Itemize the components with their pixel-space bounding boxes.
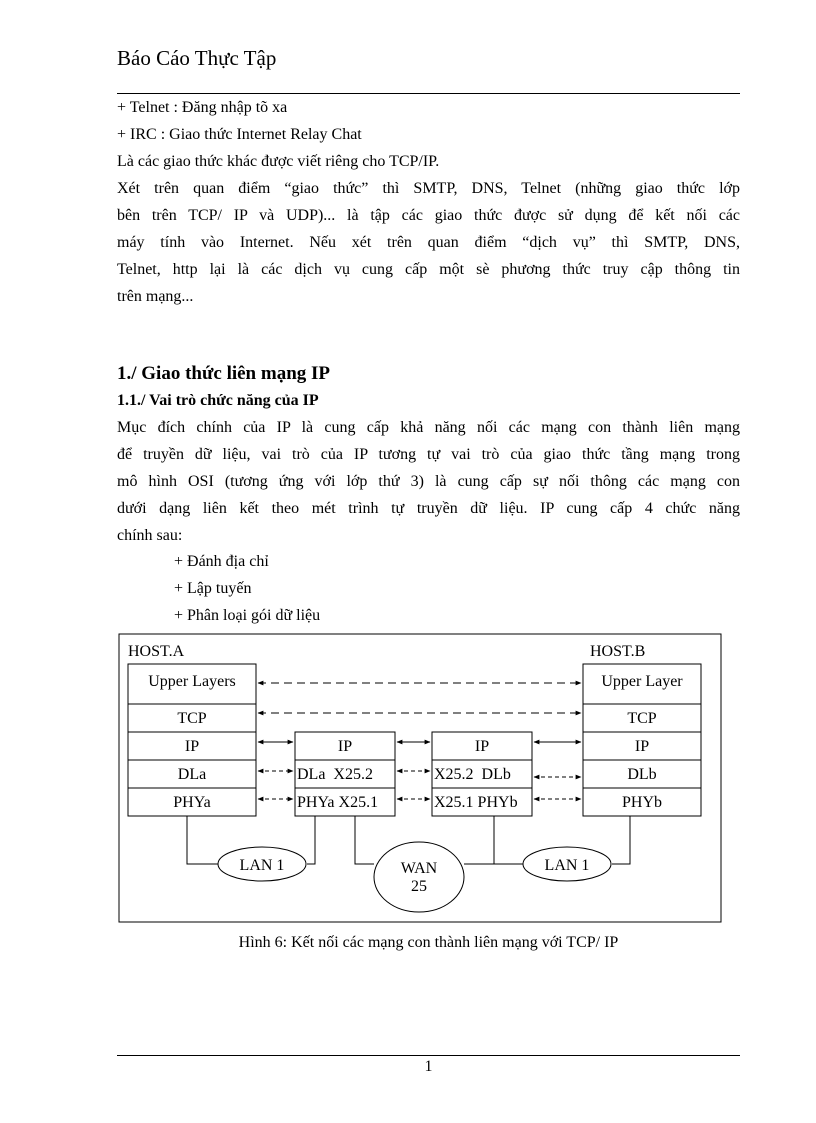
bullet-item: + Phân loại gói dữ liệu <box>174 607 321 624</box>
lan-right-label: LAN 1 <box>544 857 590 874</box>
text-line: + IRC : Giao thức Internet Relay Chat <box>117 126 362 143</box>
router1-dl-text: DLa X25.2 <box>297 766 373 783</box>
router2-phy-text: X25.1 PHYb <box>434 794 518 811</box>
host-a-dl-text: DLa <box>177 766 207 783</box>
subsection-heading: 1.1./ Vai trò chức năng của IP <box>117 392 319 409</box>
router2-ip-text: IP <box>474 738 490 755</box>
router2-dl-text: X25.2 DLb <box>434 766 511 783</box>
page-number: 1 <box>424 1058 433 1075</box>
wan-label-line1: WAN <box>400 860 438 877</box>
link-hostb-lan <box>612 816 630 864</box>
footer-rule <box>117 1055 740 1056</box>
link-router2-wan <box>464 816 494 864</box>
link-router1-wan <box>355 816 374 864</box>
text-line: Là các giao thức khác được viết riêng cho TCP/IP. <box>117 153 440 170</box>
bullet-item: + Đánh địa chỉ <box>174 553 269 570</box>
host-a-tcp-text: TCP <box>177 710 207 727</box>
bullet-item: + Lập tuyến <box>174 580 252 597</box>
host-b-dl-text: DLb <box>627 766 657 783</box>
paragraph-line: Mục đích chính của IP là cung cấp khả năng nối các mạng con thành liên mạng <box>117 419 740 436</box>
host-b-upper-text: Upper Layer <box>601 673 683 690</box>
paragraph-line: chính sau: <box>117 527 183 544</box>
section-heading: 1./ Giao thức liên mạng IP <box>117 363 331 384</box>
host-a-ip-text: IP <box>184 738 200 755</box>
figure-caption: Hình 6: Kết nối các mạng con thành liên mạng với TCP/ IP <box>238 934 619 951</box>
link-hosta-lan <box>187 816 218 864</box>
lan-left-label: LAN 1 <box>239 857 285 874</box>
router1-phy-text: PHYa X25.1 <box>297 794 379 811</box>
paragraph-line: mô hình OSI (tương ứng với lớp thứ 3) là cung cấp sự nối thông các mạng con <box>117 473 740 490</box>
text-line: bên trên TCP/ IP và UDP)... là tập các giao thức được sử dụng để kết nối các <box>117 207 740 224</box>
text-line: trên mạng... <box>117 288 194 305</box>
text-line: + Telnet : Đăng nhập tõ xa <box>117 99 288 116</box>
text-line: Xét trên quan điểm “giao thức” thì SMTP, DNS, Telnet (những giao thức lớp <box>117 180 740 197</box>
host-b-label: HOST.B <box>590 643 646 660</box>
paragraph-line: để truyền dữ liệu, vai trò của IP tương tự vai trò của giao thức tầng mạng trong <box>117 446 740 463</box>
paragraph-line: dưới dạng liên kết theo mét trình tự truyền dữ liệu. IP cung cấp 4 chức năng <box>117 500 740 517</box>
wan-label-line2: 25 <box>411 878 427 895</box>
host-a-upper-text: Upper Layers <box>148 673 236 690</box>
host-b-phy-text: PHYb <box>621 794 663 811</box>
host-b-ip-text: IP <box>634 738 650 755</box>
text-line: Telnet, http lại là các dịch vụ cung cấp một sè phương thức truy cập thông tin <box>117 261 740 278</box>
host-a-label: HOST.A <box>128 643 185 660</box>
router1-ip-text: IP <box>337 738 353 755</box>
wan-ellipse <box>374 842 464 912</box>
host-a-phy-text: PHYa <box>173 794 211 811</box>
page-header-title: Báo Cáo Thực Tập <box>117 46 277 70</box>
host-b-tcp-text: TCP <box>627 710 657 727</box>
link-router1-lan <box>307 816 315 864</box>
text-line: máy tính vào Internet. Nếu xét trên quan điểm “dịch vụ” thì SMTP, DNS, <box>117 234 740 251</box>
